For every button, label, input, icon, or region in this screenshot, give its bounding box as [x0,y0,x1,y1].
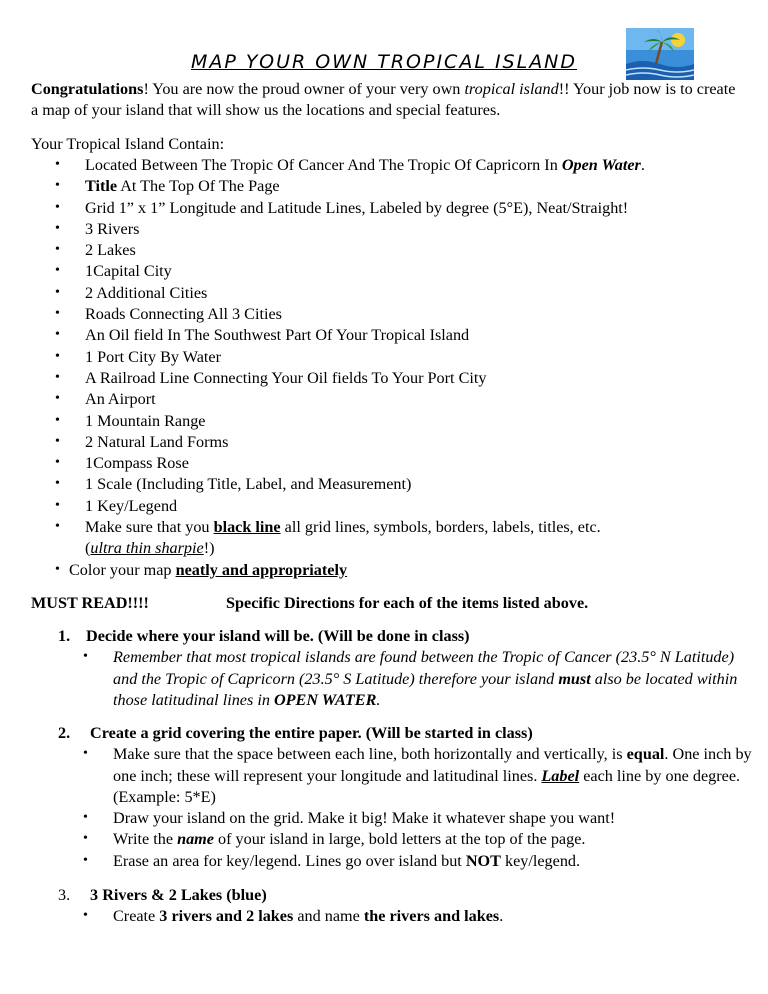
list-item: • Roads Connecting All 3 Cities [55,305,282,324]
list-item: • 1 Mountain Range [55,411,206,430]
list-item: • An Airport [55,390,156,409]
page-title: MAP YOUR OWN TROPICAL ISLAND [190,51,578,73]
list-item: • Grid 1” x 1” Longitude and Latitude Lines, Labeled by degree (5°E), Neat/Straight! [55,198,629,217]
must-read-subheading: Specific Directions for each of the items listed above. [226,594,589,612]
contain-heading: Your Tropical Island Contain: [31,135,225,153]
must-read-heading: MUST READ!!!! Specific Directions for each of the items listed above. [31,593,741,614]
list-item: • Write the name of your island in large, bold letters at the top of the page. [83,830,586,849]
list-item: • Title At The Top Of The Page [55,177,280,196]
list-item: • Create 3 rivers and 2 lakes and name the rivers and lakes. [83,907,504,926]
section-1: 1. Decide where your island will be. (Will be done in class) • Remember that most tropical islands are found between the Tropic of Cancer (23.5° N Latitude) and the Tropic of Capricorn (23.5° S Latitude) therefore your island must also be located within those latitudinal lines in OPEN WATER. [58,626,758,711]
list-item: • 2 Lakes [55,241,136,260]
list-item: • 1Capital City [55,262,172,281]
list-item: • 1 Key/Legend [55,496,178,515]
list-item: • 1Compass Rose [55,454,189,473]
list-item: • 1 Scale (Including Title, Label, and Measurement) [55,475,412,494]
list-item: • Draw your island on the grid. Make it big! Make it whatever shape you want! [83,809,616,828]
section-2: 2. Create a grid covering the entire paper. (Will be started in class) • Make sure that the space between each line, both horizontally and vertically, is equal. One inch by one inch; these will represent your longitude and latitudinal lines. Label each line by one degree. (Example: 5*E) • Draw your island on the grid. Make it big! Make it whatever shape you want! • Write the name of your island in large, bold letters at the top of the page. • Erase an area for key/legend. Lines go over island but NOT key/legend. [58,723,758,872]
list-item: • Located Between The Tropic Of Cancer And The Tropic Of Capricorn In Open Water. [55,156,645,174]
list-item: • Make sure that you black line all grid lines, symbols, borders, labels, titles, etc. (ultra thin sharpie!) [55,518,601,558]
list-item: • A Railroad Line Connecting Your Oil fields To Your Port City [55,368,487,387]
palm-tree-island-icon [626,28,694,80]
list-item: • 3 Rivers [55,219,140,238]
requirements-list [55,155,745,581]
intro-paragraph: Congratulations! You are now the proud owner of your very own tropical island!! Your job now is to create a map of your island that will show us the locations and special features. [31,80,736,120]
list-item: • Erase an area for key/legend. Lines go over island but NOT key/legend. [83,851,581,870]
list-item: • An Oil field In The Southwest Part Of Your Tropical Island [55,326,470,345]
list-item: • 1 Port City By Water [55,347,221,366]
list-item: • Remember that most tropical islands are found between the Tropic of Cancer (23.5° N Latitude) and the Tropic of Capricorn (23.5° S Latitude) therefore your island must also be located within those latitudinal lines in OPEN WATER. [83,648,738,709]
section-3: 3. 3 Rivers & 2 Lakes (blue) • Create 3 rivers and 2 lakes and name the rivers and lakes. [58,885,758,928]
list-item: • 2 Additional Cities [55,283,208,302]
list-item: • Color your map neatly and appropriately [55,560,348,579]
list-item: • Make sure that the space between each line, both horizontally and vertically, is equal. One inch by one inch; these will represent your longitude and latitudinal lines. Label each line by one degree. (Example: 5*E) [83,745,752,806]
list-item: • 2 Natural Land Forms [55,432,229,451]
